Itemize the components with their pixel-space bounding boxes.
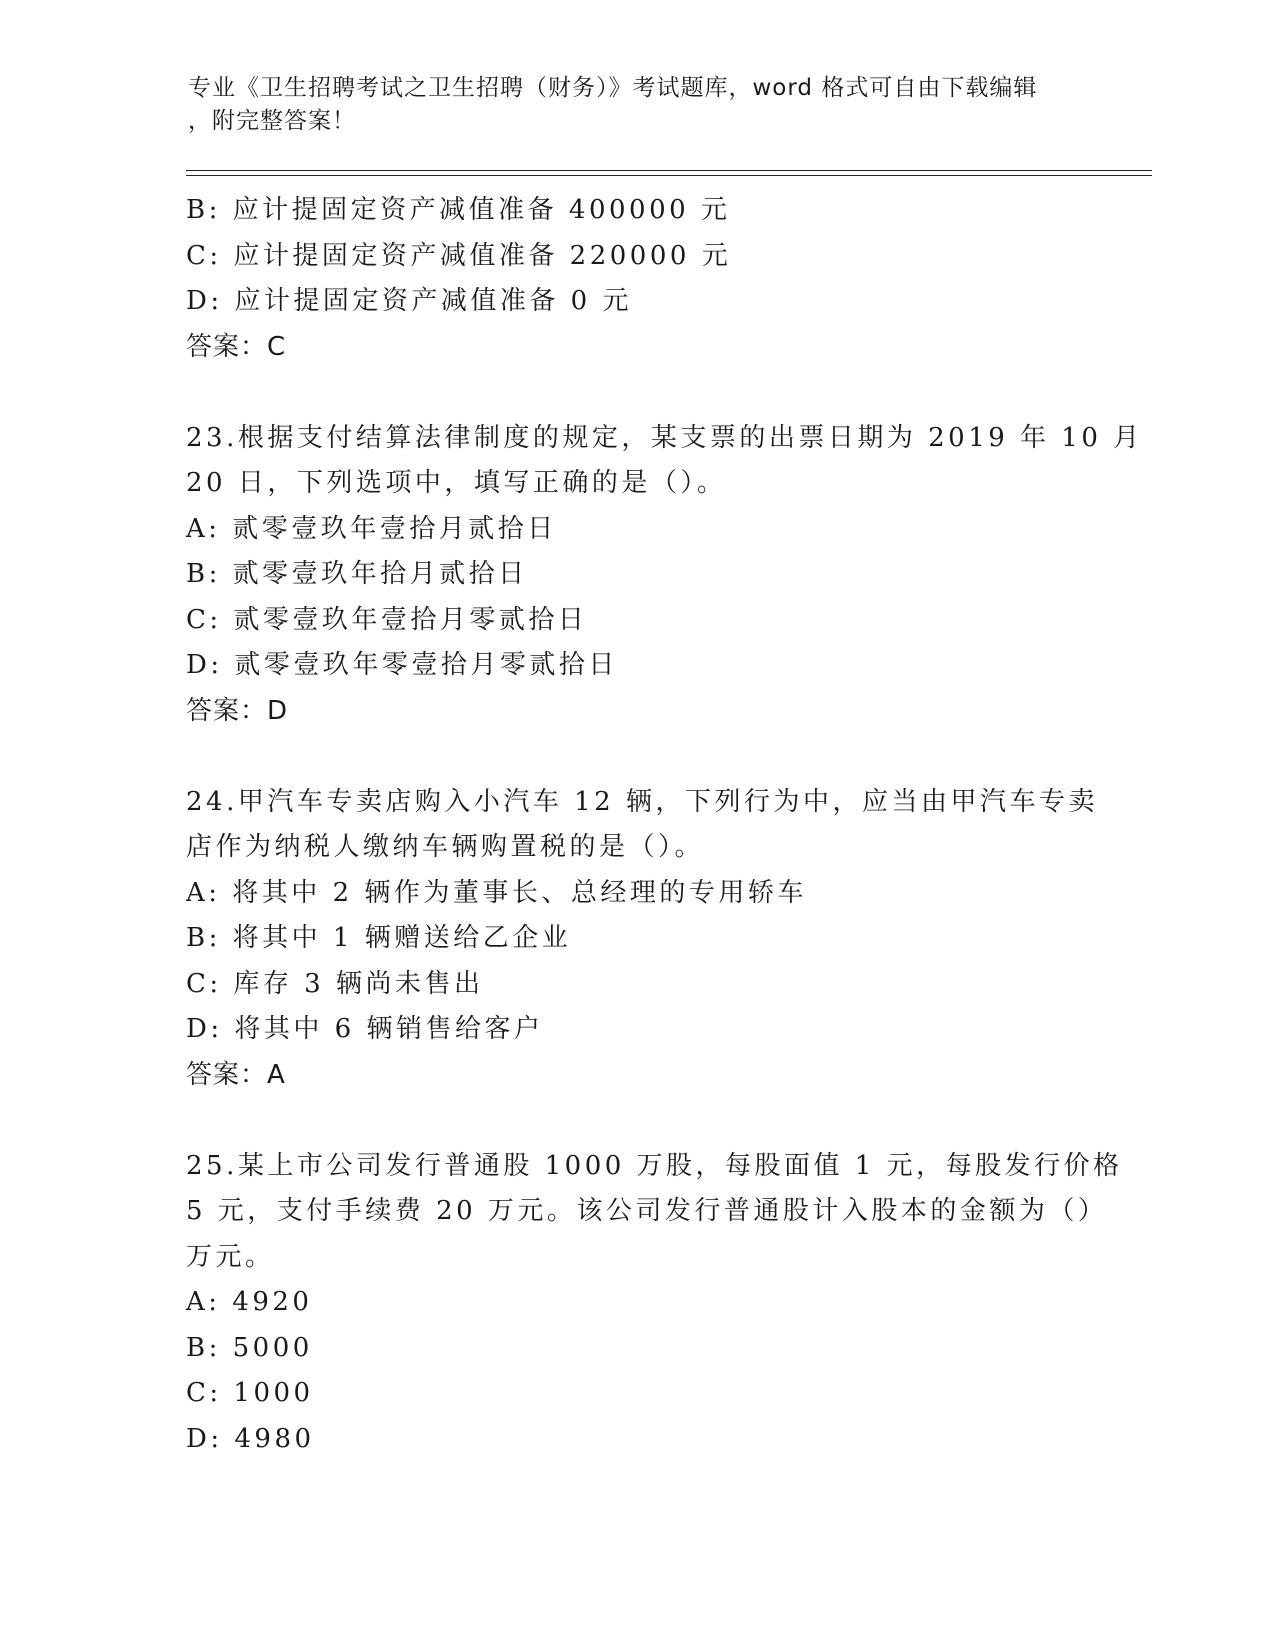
page-header	[188, 72, 1068, 138]
option-c: C: 1000	[186, 1378, 314, 1408]
question-stem-line-1: 25.某上市公司发行普通股 1000 万股，每股面值 1 元，每股发行价格	[186, 1150, 1123, 1181]
question-stem-line-1: 23.根据支付结算法律制度的规定，某支票的出票日期为 2019 年 10 月	[186, 422, 1143, 453]
question-23	[186, 416, 1143, 735]
question-stem-line-1: 24.甲汽车专卖店购入小汽车 12 辆，下列行为中，应当由甲汽车专卖	[186, 786, 1098, 817]
header-rule-top	[186, 170, 1152, 171]
question-24	[186, 780, 1098, 1099]
header-rule-bottom	[186, 175, 1152, 176]
question-stem-line-2: 20 日，下列选项中，填写正确的是（）。	[186, 468, 727, 498]
option-b: B: 将其中 1 辆赠送给乙企业	[186, 923, 572, 953]
question-stem-line-2: 5 元，支付手续费 20 万元。该公司发行普通股计入股本的金额为（）	[186, 1196, 1108, 1226]
option-c: C: 贰零壹玖年壹拾月零贰拾日	[186, 604, 588, 635]
spacer	[186, 370, 1086, 416]
option-d: D: 4980	[186, 1423, 315, 1454]
option-b: B: 贰零壹玖年拾月贰拾日	[186, 559, 528, 589]
question-25	[186, 1144, 1123, 1463]
question-stem-line-3: 万元。	[186, 1241, 275, 1272]
spacer	[186, 734, 1086, 780]
answer: 答案：D	[186, 695, 289, 726]
option-b: B: 5000	[186, 1332, 313, 1363]
question-content	[186, 188, 1143, 1462]
option-d: D: 将其中 6 辆销售给客户	[186, 1014, 544, 1044]
option-d: D: 应计提固定资产减值准备 0 元	[186, 286, 632, 316]
question-22	[186, 188, 1086, 370]
answer: 答案：C	[186, 331, 287, 362]
option-a: A: 将其中 2 辆作为董事长、总经理的专用轿车	[186, 877, 807, 908]
option-a: A: 4920	[186, 1287, 313, 1317]
option-c: C: 应计提固定资产减值准备 220000 元	[186, 240, 732, 271]
spacer	[186, 1098, 1086, 1144]
option-c: C: 库存 3 辆尚未售出	[186, 968, 484, 999]
header-line-2: ，附完整答案！	[188, 108, 356, 134]
question-stem-line-2: 店作为纳税人缴纳车辆购置税的是（）。	[186, 832, 705, 862]
header-line-1: 专业《卫生招聘考试之卫生招聘（财务）》考试题库，word 格式可自由下载编辑	[188, 75, 1038, 101]
option-b: B: 应计提固定资产减值准备 400000 元	[186, 195, 731, 225]
option-a: A: 贰零壹玖年壹拾月贰拾日	[186, 513, 557, 544]
option-d: D: 贰零壹玖年零壹拾月零贰拾日	[186, 650, 618, 680]
answer: 答案：A	[186, 1059, 286, 1090]
